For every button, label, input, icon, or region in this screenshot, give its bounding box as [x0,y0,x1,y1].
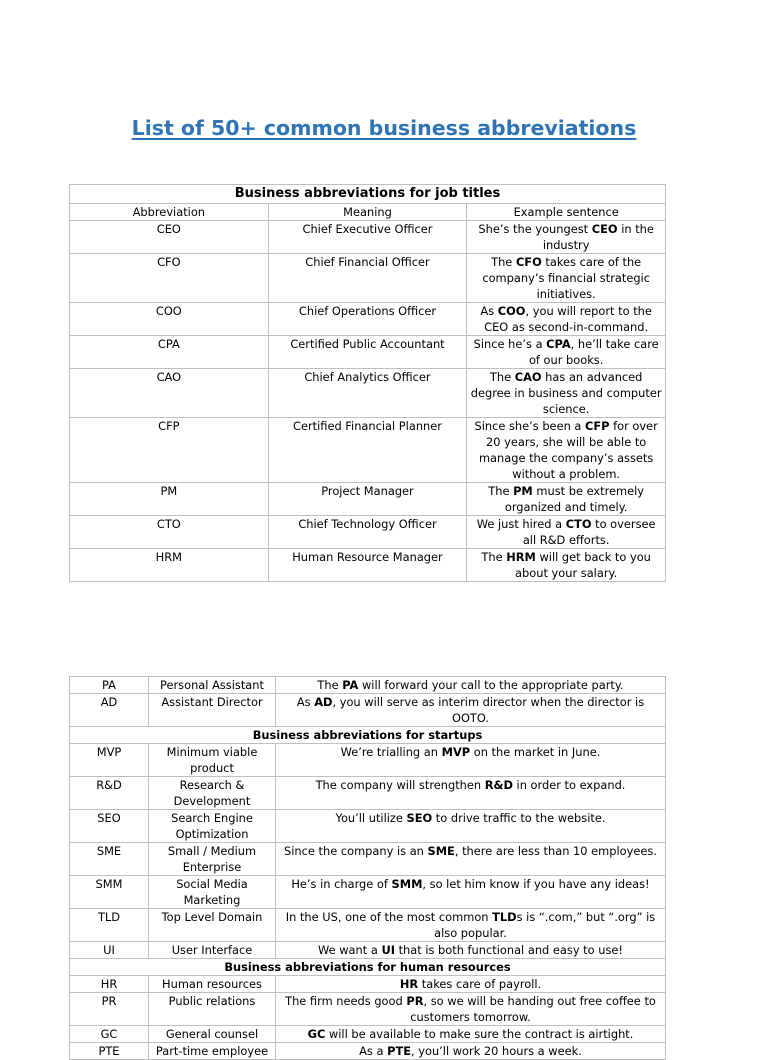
meaning-cell: Top Level Domain [149,909,276,942]
table-row [70,549,666,582]
example-pre: The company will strengthen [315,778,485,792]
meaning-cell: Certified Public Accountant [268,336,467,369]
meaning-cell: Public relations [149,993,276,1026]
example-cell [276,843,666,876]
abbreviation-cell: SEO [70,810,149,843]
example-post: , there are less than 10 employees. [454,844,657,858]
example-post: to drive traffic to the website. [432,811,606,825]
example-cell [467,336,666,369]
abbreviation-cell: TLD [70,909,149,942]
table-row [70,909,666,942]
example-abbreviation: PR [406,994,424,1008]
startups-hr-table [69,676,666,1060]
example-cell [276,744,666,777]
example-cell [276,777,666,810]
abbreviation-cell: PM [70,483,269,516]
example-cell [467,418,666,483]
abbreviation-cell: CFO [70,254,269,303]
table-row [70,993,666,1026]
example-abbreviation: GC [307,1027,326,1041]
section-header-row [70,959,666,976]
example-pre: We’re trialling an [340,745,442,759]
meaning-cell: Small / Medium Enterprise [149,843,276,876]
section-header-row [70,185,666,204]
abbreviation-cell: R&D [70,777,149,810]
example-pre: In the US, one of the most common [285,910,493,924]
meaning-cell: Human resources [149,976,276,993]
example-pre: You’ll utilize [335,811,407,825]
section-title-human-resources: Business abbreviations for human resources [70,959,666,976]
example-post: will forward your call to the appropriate party. [358,678,624,692]
abbreviation-cell: COO [70,303,269,336]
column-header-row [70,204,666,221]
example-cell [467,516,666,549]
table-row [70,694,666,727]
example-post: takes care of the company’s financial strategic initiatives. [482,255,650,301]
table-row [70,942,666,959]
meaning-cell: User Interface [149,942,276,959]
table-row [70,810,666,843]
table-row [70,1043,666,1060]
example-pre: Since the company is an [284,844,428,858]
abbreviation-cell: SMM [70,876,149,909]
table-row [70,418,666,483]
example-post: to oversee all R&D efforts. [522,517,656,547]
table-row [70,777,666,810]
table-row [70,483,666,516]
meaning-cell: Chief Executive Officer [268,221,467,254]
table-row [70,1026,666,1043]
meaning-cell: Chief Analytics Officer [268,369,467,418]
abbreviation-cell: AD [70,694,149,727]
example-abbreviation: AD [314,695,333,709]
example-cell [467,483,666,516]
example-abbreviation: COO [497,304,526,318]
example-abbreviation: CFO [515,255,542,269]
abbreviation-cell: MVP [70,744,149,777]
example-cell [276,677,666,694]
example-cell [276,942,666,959]
example-post: in order to expand. [512,778,626,792]
example-post: in the industry [542,222,654,252]
example-pre: He’s in charge of [291,877,392,891]
example-cell [276,694,666,727]
meaning-cell: Personal Assistant [149,677,276,694]
example-abbreviation: TLD [492,910,517,924]
section-header-row [70,727,666,744]
meaning-cell: Research & Development [149,777,276,810]
meaning-cell: Minimum viable product [149,744,276,777]
example-cell [467,549,666,582]
section-title: Business abbreviations for job titles [70,185,666,204]
example-cell [276,976,666,993]
example-pre: The [491,255,516,269]
example-post: , you will report to the CEO as second-in-command. [484,304,652,334]
abbreviation-cell: HR [70,976,149,993]
column-header-example: Example sentence [467,204,666,221]
abbreviation-cell: UI [70,942,149,959]
page-title: List of 50+ common business abbreviations [131,116,637,140]
abbreviation-cell: SME [70,843,149,876]
abbreviation-cell: PR [70,993,149,1026]
section-title-startups: Business abbreviations for startups [70,727,666,744]
column-header-abbreviation: Abbreviation [70,204,269,221]
table-row [70,843,666,876]
example-abbreviation: CTO [565,517,592,531]
example-post: , you will serve as interim director when the director is OOTO. [332,695,645,725]
example-abbreviation: PM [513,484,533,498]
example-post: , so let him know if you have any ideas! [422,877,650,891]
table-row [70,677,666,694]
meaning-cell: Certified Financial Planner [268,418,467,483]
example-pre: As [480,304,498,318]
abbreviation-cell: CTO [70,516,269,549]
example-pre: The [488,484,514,498]
example-abbreviation: HR [399,977,419,991]
example-post: that is both functional and easy to use! [394,943,623,957]
example-abbreviation: SEO [406,811,433,825]
example-cell [276,1043,666,1060]
abbreviation-cell: PA [70,677,149,694]
example-pre: The firm needs good [285,994,407,1008]
example-abbreviation: CPA [546,337,571,351]
table-row [70,303,666,336]
table-row [70,221,666,254]
example-pre: As a [359,1044,388,1058]
meaning-cell: Chief Financial Officer [268,254,467,303]
example-abbreviation: PA [342,678,359,692]
meaning-cell: Part-time employee [149,1043,276,1060]
example-abbreviation: UI [381,943,395,957]
table-row [70,516,666,549]
abbreviation-cell: CEO [70,221,269,254]
example-abbreviation: CEO [591,222,618,236]
example-post: will be available to make sure the contract is airtight. [325,1027,634,1041]
example-post: must be extremely organized and timely. [504,484,645,514]
example-abbreviation: R&D [484,778,513,792]
job-titles-table [69,184,666,582]
example-pre: Since he’s a [473,337,547,351]
example-cell [467,221,666,254]
example-pre: We just hired a [476,517,566,531]
example-post: has an advanced degree in business and computer science. [470,370,662,416]
example-pre: She’s the youngest [478,222,592,236]
example-post: , so we will be handing out free coffee to customers tomorrow. [410,994,656,1024]
meaning-cell: Chief Operations Officer [268,303,467,336]
example-pre: Since she’s been a [474,419,586,433]
example-post: , he’ll take care of our books. [528,337,659,367]
example-abbreviation: HRM [506,550,536,564]
example-cell [276,810,666,843]
abbreviation-cell: CPA [70,336,269,369]
example-abbreviation: CFP [585,419,610,433]
table-row [70,369,666,418]
example-cell [276,1026,666,1043]
example-abbreviation: SME [427,844,455,858]
meaning-cell: Assistant Director [149,694,276,727]
column-header-meaning: Meaning [268,204,467,221]
table-row [70,254,666,303]
meaning-cell: Human Resource Manager [268,549,467,582]
abbreviation-cell: GC [70,1026,149,1043]
example-post: takes care of payroll. [418,977,542,991]
table-row [70,976,666,993]
meaning-cell: Search Engine Optimization [149,810,276,843]
example-abbreviation: SMM [391,877,423,891]
example-cell [276,909,666,942]
example-post: , you’ll work 20 hours a week. [411,1044,582,1058]
example-cell [467,303,666,336]
meaning-cell: Chief Technology Officer [268,516,467,549]
example-pre: The [481,550,507,564]
example-post: s is “.com,” but “.org” is also popular. [434,910,656,940]
example-post: will get back to you about your salary. [515,550,651,580]
example-pre: We want a [318,943,382,957]
example-abbreviation: MVP [441,745,471,759]
example-abbreviation: CAO [514,370,542,384]
example-pre: As [296,695,315,709]
table-row [70,336,666,369]
abbreviation-cell: CFP [70,418,269,483]
meaning-cell: Social Media Marketing [149,876,276,909]
table-row [70,744,666,777]
example-cell [467,254,666,303]
abbreviation-cell: HRM [70,549,269,582]
example-abbreviation: PTE [387,1044,411,1058]
example-post: on the market in June. [470,745,601,759]
example-cell [467,369,666,418]
example-pre: The [489,370,515,384]
abbreviation-cell: CAO [70,369,269,418]
example-pre: The [317,678,343,692]
table-row [70,876,666,909]
meaning-cell: Project Manager [268,483,467,516]
example-cell [276,876,666,909]
example-cell [276,993,666,1026]
meaning-cell: General counsel [149,1026,276,1043]
abbreviation-cell: PTE [70,1043,149,1060]
example-post: for over 20 years, she will be able to manage the company’s assets without a problem. [478,419,658,481]
